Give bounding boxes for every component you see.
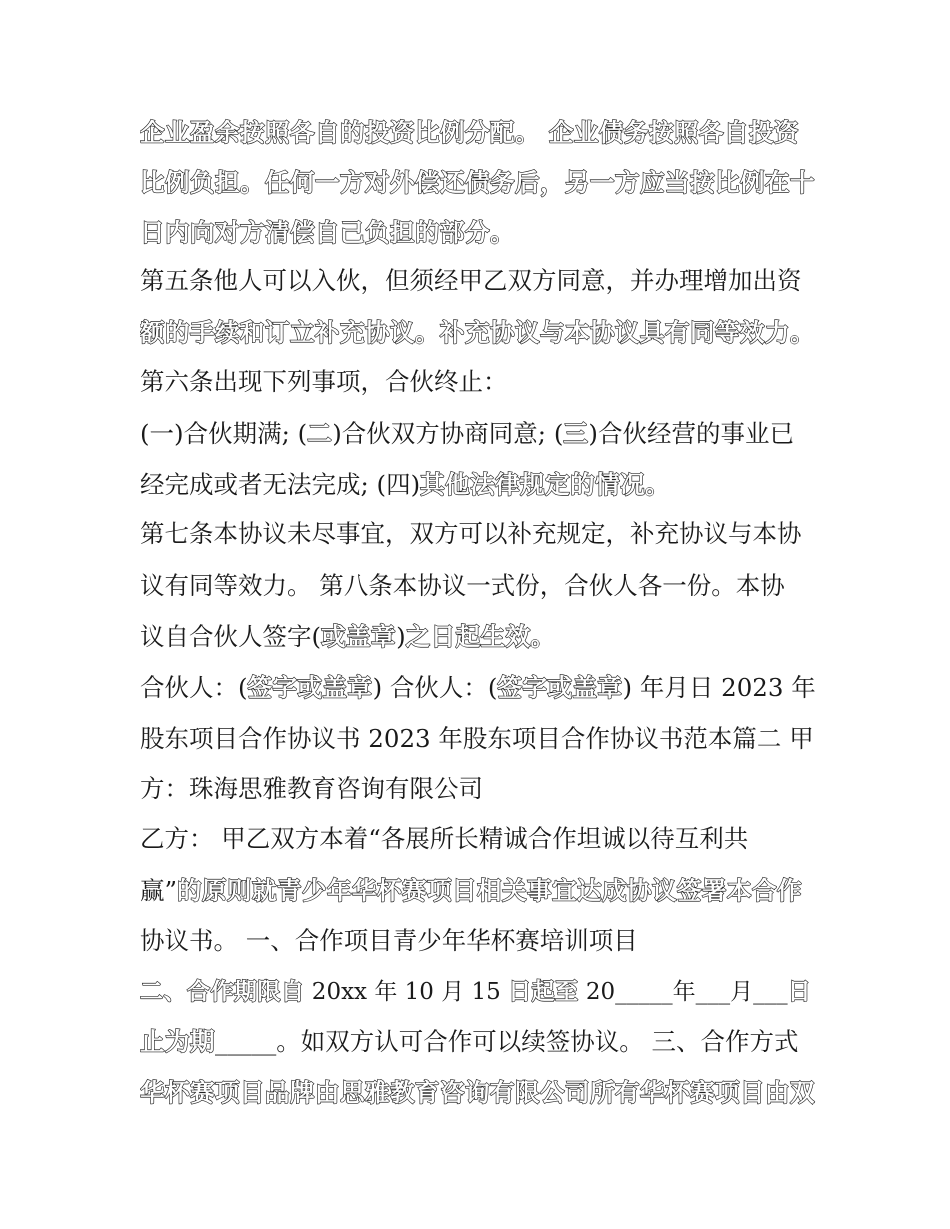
- text-segment: 签字或盖章: [247, 673, 373, 702]
- text-segment: 20_____年___月___: [578, 979, 788, 1005]
- text-segment: 的原则就青少年华杯赛项目相关事宜达成协议签署本合作: [177, 876, 803, 905]
- text-segment: 日: [787, 979, 812, 1005]
- text-line-17: [140, 921, 820, 961]
- text-line-10: [140, 566, 820, 606]
- text-segment: 日起至: [508, 979, 579, 1005]
- text-line-19: [140, 1022, 820, 1062]
- text-segment: 议自合伙人签字(: [140, 622, 322, 651]
- text-segment: 二、合作期限自: [140, 979, 305, 1005]
- text-segment: 第六条出现下列事项，合伙终止：: [140, 367, 508, 396]
- text-line-15: [140, 819, 820, 859]
- text-line-6: [140, 362, 820, 402]
- text-segment: 日内向对方清偿自己负担的部分。: [140, 218, 515, 247]
- text-line-20: [140, 1073, 820, 1113]
- text-segment: 或盖章: [321, 622, 397, 651]
- text-line-9: [140, 514, 820, 554]
- text-segment: 企业盈余按照各自的投资比例分配。 企业债务按照各自投资: [140, 118, 800, 147]
- text-line-3: [140, 213, 820, 253]
- text-segment: 经完成或者无法完成; (四): [140, 470, 421, 499]
- text-line-1: [140, 113, 820, 153]
- text-line-16: [140, 871, 820, 911]
- text-segment: 协议书。 一、合作项目青少年华杯赛培训项目: [140, 926, 638, 955]
- text-line-4: [140, 261, 820, 301]
- text-segment: ) 年月日 2023 年: [622, 673, 816, 702]
- text-segment: 第五条他人可以入伙，但须经甲乙双方同意，并办理增加出资: [140, 266, 802, 295]
- text-line-7: [140, 414, 820, 454]
- text-line-14: [140, 769, 820, 809]
- text-segment: )合伙双方协商同意; (: [332, 419, 564, 448]
- text-segment: 比例负担。任何一方对外偿还债务后，另一方应当按比例在十: [140, 168, 815, 197]
- text-segment: ): [396, 622, 406, 651]
- text-segment: 额的手续和订立补充协议。补充协议与本协议具有同等效力。: [140, 318, 815, 347]
- text-segment: 签字或盖章: [497, 673, 623, 702]
- text-segment: 合伙人：(: [140, 673, 248, 702]
- text-line-11: [140, 617, 820, 657]
- text-segment: 二: [307, 419, 333, 448]
- text-line-18: [140, 972, 820, 1012]
- text-segment: )合伙经营的事业已: [588, 419, 794, 448]
- text-line-8: [140, 465, 820, 505]
- text-segment: _____。如双方认可合作可以续签协议。 三、合作方式: [215, 1027, 799, 1056]
- text-segment: 乙方： 甲乙双方本着“各展所长精诚合作坦诚以待互利共: [140, 824, 749, 853]
- text-line-12: [140, 668, 820, 708]
- text-segment: 股东项目合作协议书 2023 年股东项目合作协议书范本篇二 甲: [140, 724, 814, 753]
- text-line-5: [140, 313, 820, 353]
- text-segment: 第七条本协议未尽事宜，双方可以补充规定，补充协议与本协: [140, 519, 802, 548]
- text-segment: 方：珠海思雅教育咨询有限公司: [140, 774, 483, 803]
- text-segment: 三: [563, 419, 589, 448]
- text-segment: 赢”: [140, 876, 178, 905]
- text-segment: 之日起生效。: [405, 622, 556, 651]
- text-segment: ) 合伙人：(: [372, 673, 498, 702]
- text-segment: 其他法律规定的情况。: [420, 470, 671, 499]
- text-segment: 20xx 年 10 月 15: [304, 979, 509, 1005]
- text-line-13: [140, 719, 820, 759]
- text-segment: 止为期: [140, 1027, 215, 1056]
- text-segment: (一)合伙期满; (: [140, 419, 308, 448]
- text-segment: 议有同等效力。 第八条本协议一式份，合伙人各一份。本协: [140, 571, 785, 600]
- text-line-2: [140, 163, 820, 203]
- text-segment: 华杯赛项目品牌由思雅教育咨询有限公司所有华杯赛项目由双: [140, 1078, 815, 1107]
